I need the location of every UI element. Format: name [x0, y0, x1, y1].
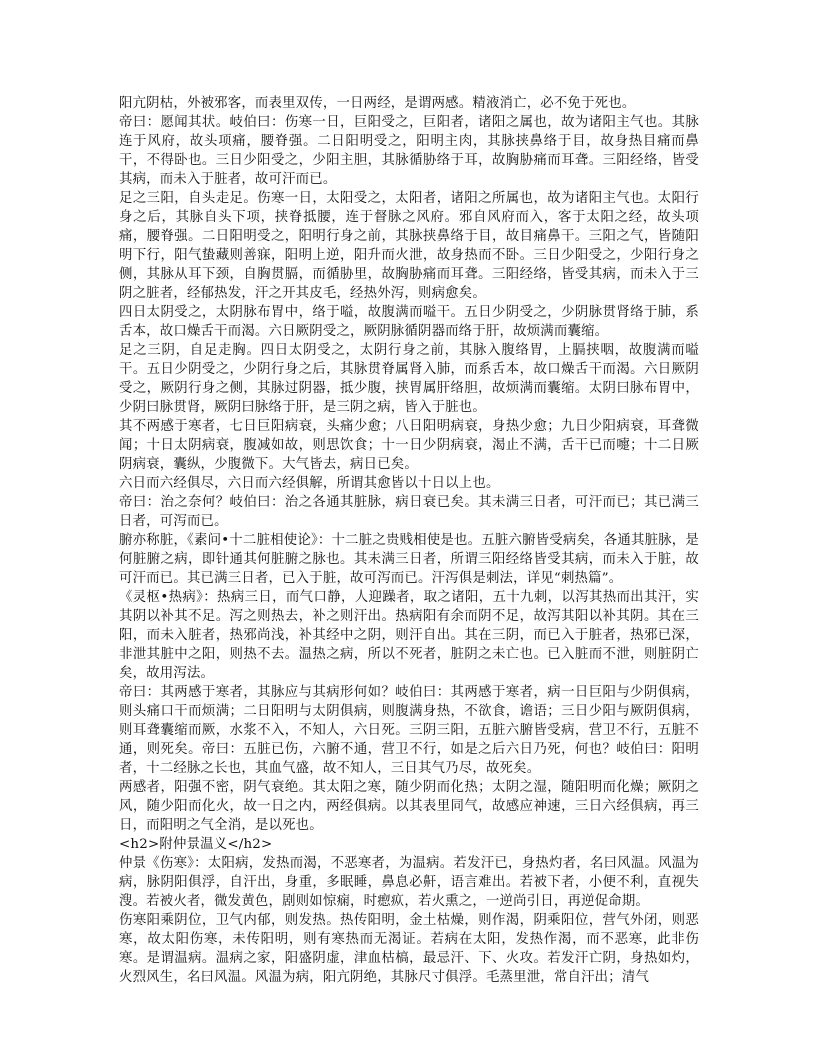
document-page — [119, 94, 699, 987]
paragraph-4: 四日太阴受之，太阴脉布胃中，络于嗌，故腹满而嗌干。五日少阴受之，少阴脉贯肾络于肺，系舌本，故口燥舌干而渴。六日厥阴受之，厥阴脉循阴器而络于肝，故烦满而囊缩。 — [119, 305, 699, 339]
paragraph-1: 阳亢阴枯，外被邪客，而表里双传，一日两经，是谓两感。精液消亡，必不免于死也。 — [119, 96, 636, 111]
paragraph-6: 其不两感于寒者，七日巨阳病衰，头痛少愈；八日阳明病衰，身热少愈；九日少阳病衰，耳聋微闻；十日太阴病衰，腹减如故，则思饮食；十一日少阴病衰，渴止不满，舌干已而嚏；十二日厥阴病衰，囊纵，少腹微下。大气皆去，病日已矣。 — [119, 419, 699, 472]
paragraph-14: 伤寒阳乘阴位，卫气内郁，则发热。热传阳明，金土枯燥，则作渴，阴乘阳位，营气外闭，则恶寒，故太阳伤寒，未传阳明，则有寒热而无渴证。若病在太阳，发热作渴，而不恶寒，此非伤寒。是谓温病。温病之家，阳盛阴虚，津血枯槁，最忌汗、下、火攻。若发汗亡阴，身热如灼，火烈风生，名曰风温。风温为病，阳亢阴绝，其脉尺寸俱浮。毛蒸里泄，常自汗出；清气 — [119, 913, 699, 985]
paragraph-3: 足之三阳，自头走足。伤寒一日，太阳受之，太阳者，诸阳之所属也，故为诸阳主气也。太阳行身之后，其脉自头下项，挟脊抵腰，连于督脉之风府。邪自风府而入，客于太阳之经，故头项痛，腰脊强。二日阳明受之，阳明行身之前，其脉挟鼻络于目，故目痛鼻干。三阳之气，皆随阳明下行，阳气蛰藏则善寐，阳明上逆，阳升而火泄，故身热而不卧。三日少阳受之，少阳行身之侧，其脉从耳下颈，自胸贯膈，而循胁里，故胸胁痛而耳聋。三阳经络，皆受其病，而未入于三阴之脏者，经郁热发，汗之开其皮毛，经热外泻，则病愈矣。 — [119, 191, 699, 301]
paragraph-13: 仲景《伤寒》：太阳病，发热而渴，不恶寒者，为温病。若发汗已，身热灼者，名曰风温。风温为病，脉阴阳俱浮，自汗出，身重，多眠睡，鼻息必鼾，语言难出。若被下者，小便不利，直视失溲。若被火者，微发黄色，剧则如惊痫，时瘛疭，若火熏之，一逆尚引日，再逆促命期。 — [119, 856, 699, 909]
paragraph-7: 六日而六经俱尽，六日而六经俱解，所谓其愈皆以十日以上也。 — [119, 476, 500, 491]
section-heading-raw: <h2>附仲景温义</h2> — [119, 837, 273, 852]
paragraph-5: 足之三阴，自足走胸。四日太阴受之，太阴行身之前，其脉入腹络胃，上膈挟咽，故腹满而嗌干。五日少阴受之，少阴行身之后，其脉贯脊属肾入肺，而系舌本，故口燥舌干而渴。六日厥阴受之，厥阴行身之侧，其脉过阴器，抵少腹，挟胃属肝络胆，故烦满而囊缩。太阴曰脉布胃中，少阴曰脉贯肾，厥阴曰脉络于肝，是三阴之病，皆入于脏也。 — [119, 343, 699, 415]
paragraph-9: 腑亦称脏，《素问•十二脏相使论》：十二脏之贵贱相使是也。五脏六腑皆受病矣，各通其脏脉，是何脏腑之病，即针通其何脏腑之脉也。其未满三日者，所谓三阳经络皆受其病，而未入于脏，故可汗而已。其已满三日者，已入于脏，故可泻而已。汗泻俱是刺法，详见“刺热篇”。 — [119, 533, 699, 586]
paragraph-10: 《灵枢•热病》：热病三日，而气口静，人迎躁者，取之诸阳，五十九刺，以泻其热而出其汗，实其阴以补其不足。泻之则热去，补之则汗出。热病阳有余而阴不足，故泻其阳以补其阴。其在三阳，而未入脏者，热邪尚浅，补其经中之阴，则汗自出。其在三阴，而已入于脏者，热邪已深，非泄其脏中之阳，则热不去。温热之病，所以不死者，脏阴之未亡也。已入脏而不泄，则脏阴亡矣，故用泻法。 — [119, 590, 699, 681]
paragraph-2: 帝曰：愿闻其状。岐伯曰：伤寒一日，巨阳受之，巨阳者，诸阳之属也，故为诸阳主气也。其脉连于风府，故头项痛，腰脊强。二日阳明受之，阳明主肉，其脉挟鼻络于目，故身热目痛而鼻干，不得卧也。三日少阳受之，少阳主胆，其脉循胁络于耳，故胸胁痛而耳聋。三阳经络，皆受其病，而未入于脏者，故可汗而已。 — [119, 115, 699, 187]
paragraph-8: 帝曰：治之奈何？岐伯曰：治之各通其脏脉，病日衰已矣。其未满三日者，可汗而已；其已满三日者，可泻而已。 — [119, 495, 699, 529]
paragraph-11: 帝曰：其两感于寒者，其脉应与其病形何如？岐伯曰：其两感于寒者，病一日巨阳与少阴俱病，则头痛口干而烦满；二日阳明与太阴俱病，则腹满身热，不欲食，谵语；三日少阳与厥阴俱病，则耳聋囊缩而厥，水浆不入，不知人，六日死。三阴三阳，五脏六腑皆受病，营卫不行，五脏不通，则死矣。帝曰：五脏已伤，六腑不通，营卫不行，如是之后六日乃死，何也？岐伯曰：阳明者，十二经脉之长也，其血气盛，故不知人，三日其气乃尽，故死矣。 — [119, 685, 699, 776]
paragraph-12: 两感者，阳强不密，阴气衰绝。其太阳之寒，随少阴而化热；太阴之湿，随阳明而化燥；厥阴之风，随少阳而化火，故一日之内，两经俱病。以其表里同气，故感应神速，三日六经俱病，再三日，而阳明之气全消，是以死也。 — [119, 780, 699, 833]
